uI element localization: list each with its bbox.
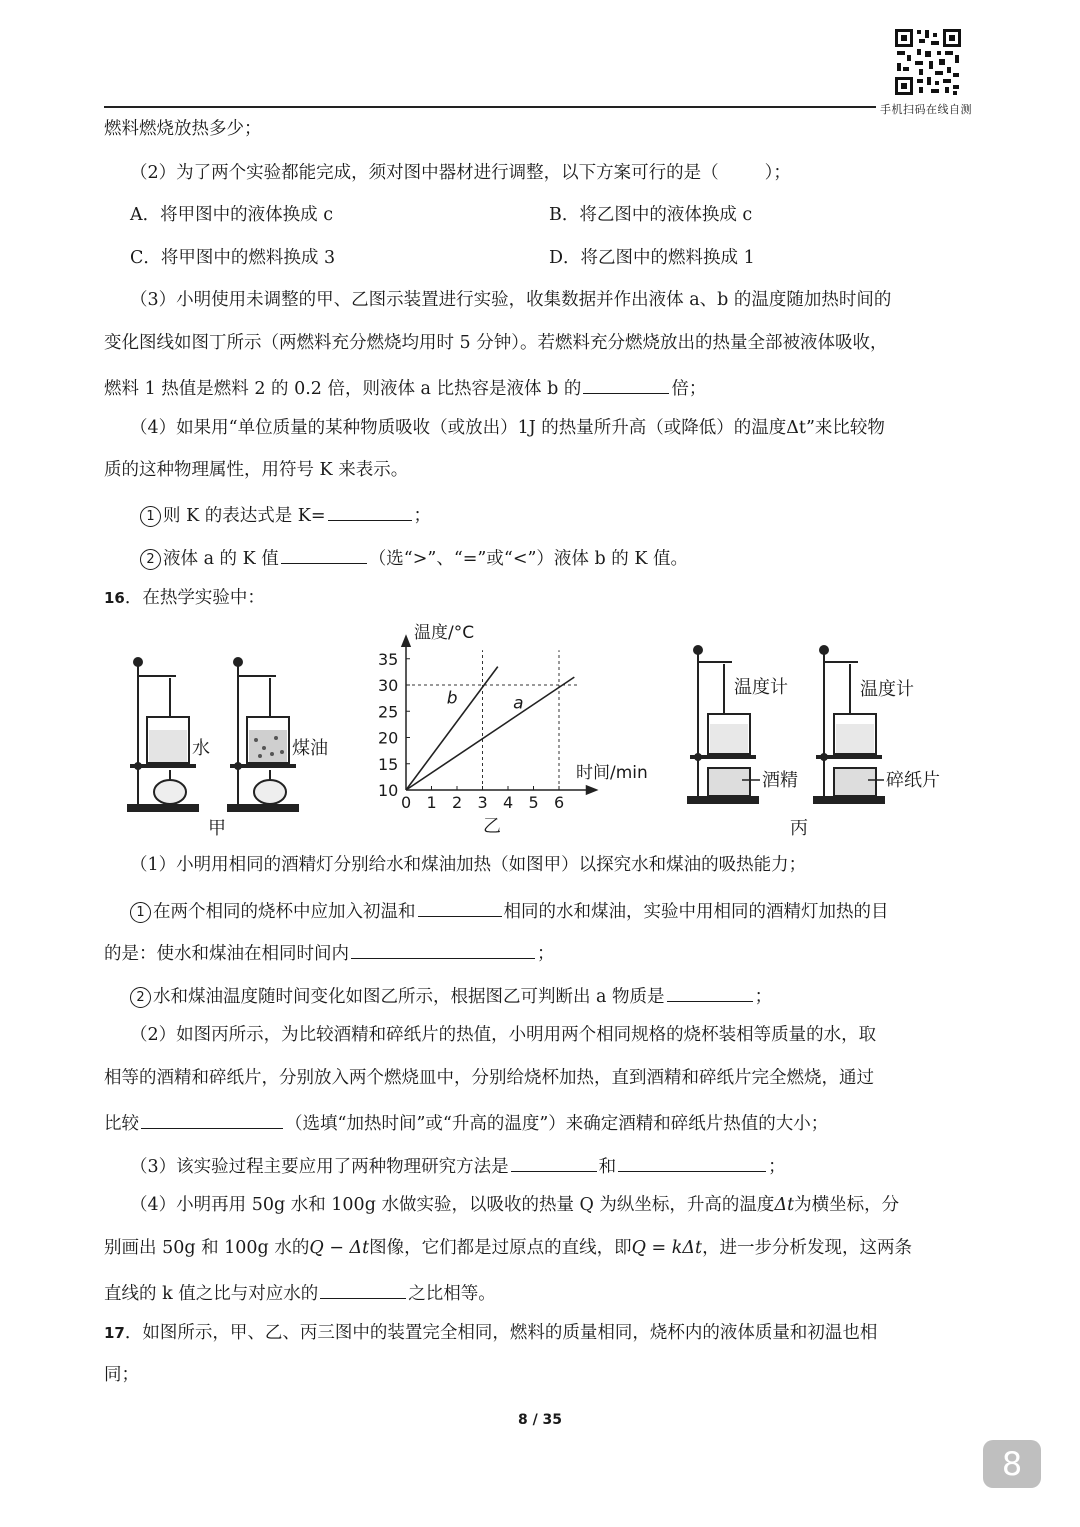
- q15-part4-line2: 质的这种物理属性，用符号 K 来表示。: [104, 460, 409, 480]
- label-thermometer-2: 温度计: [860, 679, 914, 700]
- q16-sub2-end: ；: [754, 987, 773, 1007]
- q16-part3-end: ；: [768, 1157, 786, 1177]
- q16-title: [104, 586, 265, 610]
- q17-line1: [104, 1321, 877, 1345]
- x-tick-label: 4: [503, 793, 514, 812]
- q16-part3-text: （3）该实验过程主要应用了两种物理研究方法是: [130, 1157, 509, 1177]
- answer-blank[interactable]: [328, 500, 412, 521]
- question-number: 16: [104, 589, 125, 607]
- q15-sub1-text: 则 K 的表达式是 K=: [163, 506, 326, 526]
- series-line-a: [406, 677, 574, 790]
- x-axis-arrow: [587, 786, 597, 794]
- q15-part2-stem: （2）为了两个实验都能完成，须对图中器材进行调整，以下方案可行的是（: [130, 163, 719, 183]
- q16-sub1-text3: 的是：使水和煤油在相同时间内: [104, 944, 349, 964]
- q16-sub2: [130, 981, 772, 1009]
- y-tick-label: 15: [378, 754, 399, 774]
- q17-text: ．如图所示，甲、乙、丙三图中的装置完全相同，燃料的质量相同，烧杯内的液体质量和初温也相: [124, 1323, 878, 1343]
- q16-part3-and: 和: [598, 1157, 617, 1177]
- label-thermometer-1: 温度计: [734, 677, 788, 698]
- q15-part4-line1: （4）如果用“单位质量的某种物质吸收（或放出）1J 的热量所升高（或降低）的温度Δt”来比较物: [130, 418, 885, 438]
- x-tick-label: 2: [452, 793, 463, 812]
- q16-part2-text: 比较: [104, 1114, 139, 1134]
- q16-part4-end: 之比相等。: [408, 1284, 496, 1304]
- answer-blank[interactable]: [667, 981, 753, 1002]
- answer-blank[interactable]: [320, 1278, 406, 1299]
- y-tick-label: 25: [378, 702, 399, 722]
- q16-part4-line2: [104, 1236, 912, 1260]
- y-tick-label: 35: [378, 649, 399, 669]
- page-badge: 8: [983, 1440, 1041, 1488]
- q15-part2: [130, 161, 791, 185]
- y-tick-label: 30: [378, 676, 399, 695]
- label-water: 水: [192, 738, 210, 759]
- math-delta-t: Δt: [774, 1195, 795, 1215]
- x-tick-label: 5: [528, 793, 539, 812]
- q15-part3-line3: [104, 373, 706, 401]
- q15-option-b: B．将乙图中的液体换成 c: [549, 205, 753, 225]
- q16-part4-text: （4）小明再用 50g 水和 100g 水做实验，以吸收的热量 Q 为纵坐标，升高的温度: [130, 1195, 775, 1215]
- x-axis-label: 时间/min: [576, 763, 648, 783]
- figure-caption-jia: 甲: [208, 818, 226, 839]
- q15-part3-text: 燃料 1 热值是燃料 2 的 0.2 倍，则液体 a 比热容是液体 b 的: [104, 379, 582, 399]
- math-q-dt: Q − Δt: [309, 1238, 370, 1258]
- q15-option-a: A．将甲图中的液体换成 c: [130, 205, 334, 225]
- q15-sub2-text: 液体 a 的 K 值: [163, 549, 279, 569]
- q16-sub1-end: ；: [537, 944, 555, 964]
- answer-blank[interactable]: [511, 1151, 597, 1172]
- circled-number: 1: [130, 902, 151, 923]
- qr-code-icon: [893, 27, 963, 97]
- q16-sub1-line2: [104, 938, 555, 966]
- q16-sub1-text: 在两个相同的烧杯中应加入初温和: [153, 902, 416, 922]
- label-alcohol: 酒精: [762, 770, 798, 791]
- question-number: 17: [104, 1324, 125, 1342]
- q16-sub1-line1: [130, 896, 889, 924]
- q16-part4-text4: 图像，它们都是过原点的直线，即: [369, 1238, 632, 1258]
- q15-part3-end: 倍；: [671, 379, 707, 399]
- circled-number: 2: [140, 549, 161, 570]
- series-label-a: a: [513, 693, 524, 714]
- q15-option-d: D．将乙图中的燃料换成 1: [549, 248, 755, 268]
- answer-blank[interactable]: [618, 1151, 766, 1172]
- q16-part3: [130, 1151, 786, 1179]
- label-paper: 碎纸片: [886, 770, 940, 791]
- x-tick-label: 1: [426, 793, 437, 812]
- q15-sub2-end: （选“>”、“=”或“<”）液体 b 的 K 值。: [368, 549, 688, 569]
- q16-part4-line1: [130, 1193, 899, 1217]
- q15-continuation: 燃料燃烧放热多少；: [104, 119, 262, 139]
- q15-sub1-end: ；: [413, 506, 431, 526]
- q16-part4-line3: [104, 1278, 496, 1306]
- q15-option-c: C．将甲图中的燃料换成 3: [130, 248, 336, 268]
- q15-part3-line1: （3）小明使用未调整的甲、乙图示装置进行实验，收集数据并作出液体 a、b 的温度随加热时间的: [130, 290, 892, 310]
- y-axis-arrow: [402, 636, 410, 646]
- figure-jia: [120, 650, 350, 840]
- q16-part4-text2: 为横坐标，分: [794, 1195, 900, 1215]
- x-tick-label: 6: [554, 793, 565, 812]
- figure-caption-bing: 丙: [790, 818, 808, 839]
- figure-caption-yi: 乙: [483, 816, 501, 837]
- figure-yi-chart: [370, 620, 660, 842]
- answer-blank[interactable]: [141, 1108, 283, 1129]
- circled-number: 2: [130, 987, 151, 1008]
- series-label-b: b: [446, 688, 458, 709]
- q15-sub2: [140, 543, 688, 571]
- q16-part2-line1: （2）如图丙所示，为比较酒精和碎纸片的热值，小明用两个相同规格的烧杯装相等质量的水，取: [130, 1025, 877, 1045]
- q16-part2-line2: 相等的酒精和碎纸片，分别放入两个燃烧皿中，分别给烧杯加热，直到酒精和碎纸片完全燃烧，通过: [104, 1068, 874, 1088]
- answer-blank[interactable]: [583, 373, 669, 394]
- x-tick-label: 0: [401, 793, 412, 812]
- page-number: 8 / 35: [517, 1412, 563, 1428]
- q16-sub2-text: 水和煤油温度随时间变化如图乙所示，根据图乙可判断出 a 物质是: [153, 987, 665, 1007]
- q15-sub1: [140, 500, 431, 528]
- q15-part2-close: ）；: [764, 163, 791, 183]
- answer-blank[interactable]: [351, 938, 535, 959]
- label-kerosene: 煤油: [292, 738, 328, 759]
- circled-number: 1: [140, 506, 161, 527]
- q16-title-text: ．在热学实验中：: [124, 588, 265, 608]
- answer-blank[interactable]: [281, 543, 367, 564]
- q16-part4-text5: ，进一步分析发现，这两条: [702, 1238, 913, 1258]
- y-tick-label: 10: [378, 781, 399, 800]
- y-axis-label: 温度/°C: [414, 623, 475, 643]
- q16-part2-end: （选填“加热时间”或“升高的温度”）来确定酒精和碎纸片热值的大小；: [285, 1114, 829, 1134]
- y-tick-label: 20: [378, 728, 399, 748]
- q15-part3-line2: 变化图线如图丁所示（两燃料充分燃烧均用时 5 分钟）。若燃料充分燃烧放出的热量全部被液体吸收，: [104, 333, 888, 353]
- q17-line2: 同；: [104, 1365, 139, 1385]
- header-rule: [104, 106, 876, 108]
- math-q-kdt: Q = kΔt: [631, 1238, 703, 1258]
- q16-sub1-text2: 相同的水和煤油，实验中用相同的酒精灯加热的目: [503, 902, 889, 922]
- q16-part1: （1）小明用相同的酒精灯分别给水和煤油加热（如图甲）以探究水和煤油的吸热能力；: [130, 855, 807, 875]
- figure-bing: [680, 640, 970, 840]
- q16-part2-line3: [104, 1108, 828, 1136]
- q16-part4-text3: 别画出 50g 和 100g 水的: [104, 1238, 310, 1258]
- q16-part4-text6: 直线的 k 值之比与对应水的: [104, 1284, 319, 1304]
- x-tick-label: 3: [477, 793, 488, 812]
- answer-blank[interactable]: [418, 896, 502, 917]
- qr-caption: 手机扫码在线自测: [880, 103, 972, 116]
